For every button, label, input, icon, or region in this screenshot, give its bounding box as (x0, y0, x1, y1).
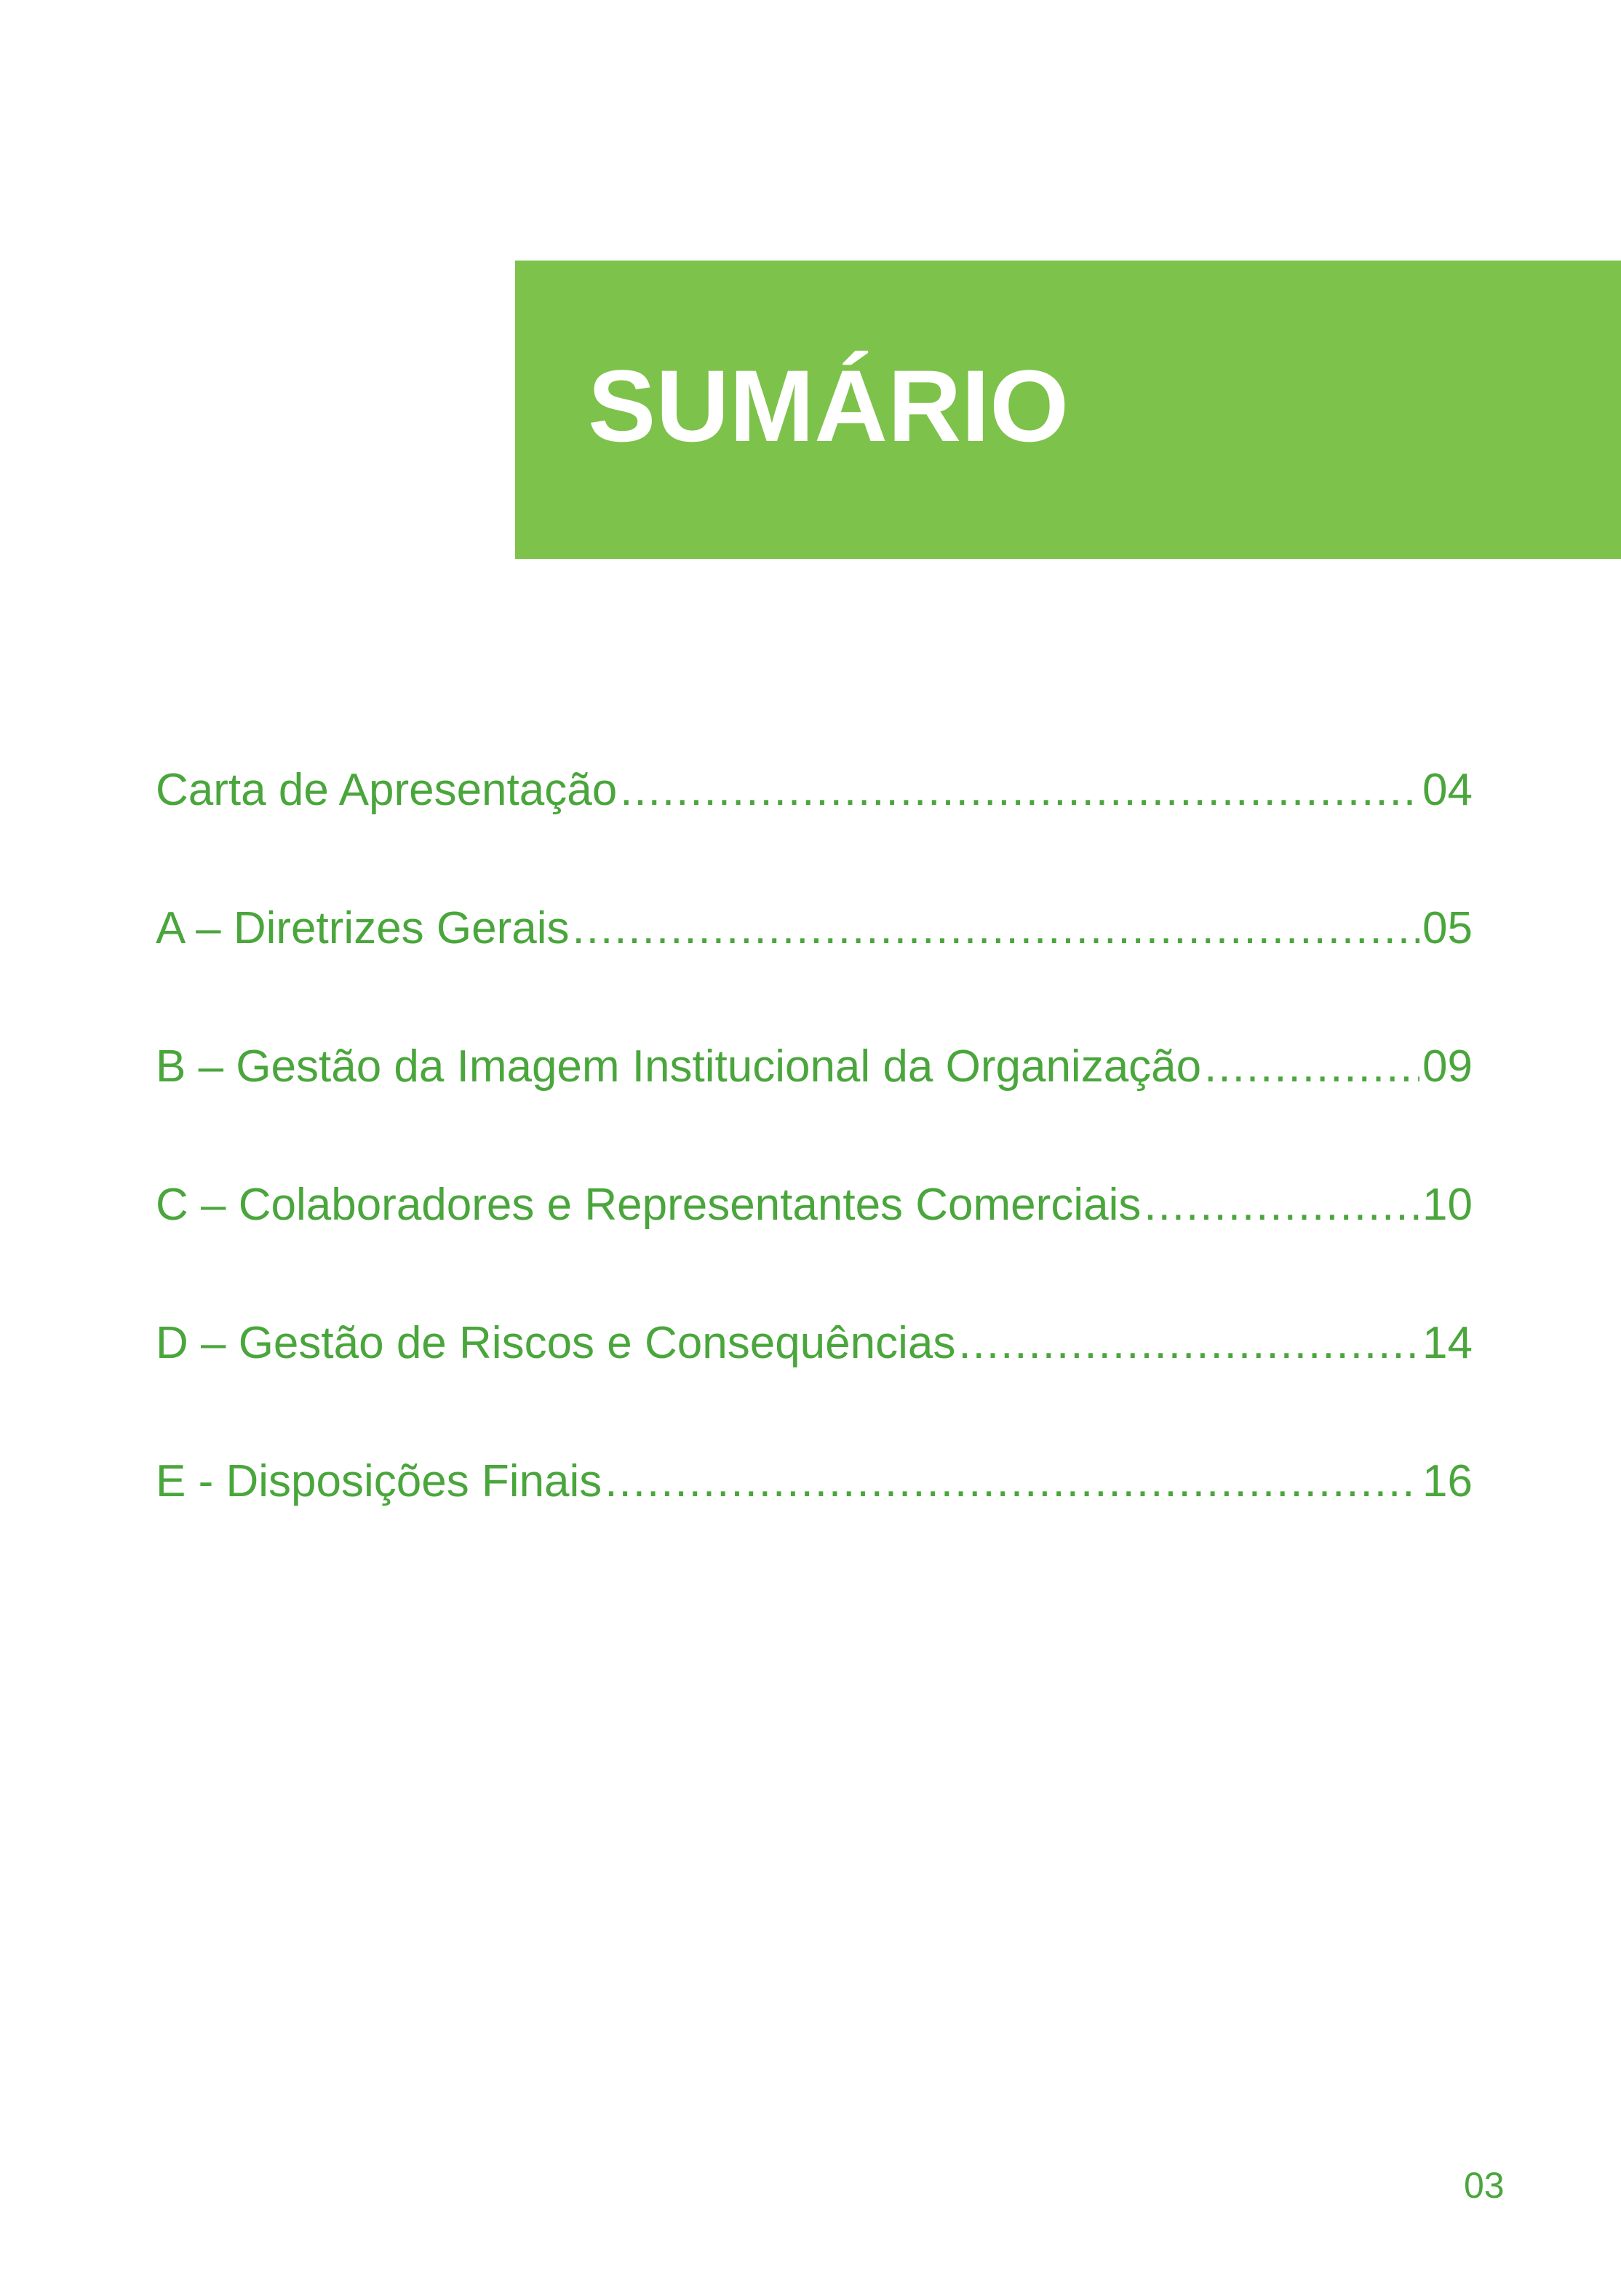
toc-entry-diretrizes-gerais[interactable] (156, 903, 1473, 1044)
dot-leader (605, 1459, 1419, 1504)
toc-entry-label: B – Gestão da Imagem Institucional da Organização (156, 1041, 1202, 1092)
toc-entry-page: 14 (1422, 1318, 1473, 1368)
page-title: SUMÁRIO (588, 349, 1070, 463)
toc-entry-label: D – Gestão de Riscos e Consequências (156, 1318, 956, 1368)
toc-entry-label: A – Diretrizes Gerais (156, 903, 570, 953)
dot-leader (620, 768, 1419, 813)
toc-entry-gestao-imagem-institucional[interactable] (156, 1041, 1473, 1183)
toc-entry-page: 04 (1422, 765, 1473, 815)
dot-leader (958, 1321, 1419, 1366)
toc-entry-disposicoes-finais[interactable] (156, 1456, 1473, 1597)
toc-entry-page: 05 (1422, 903, 1473, 953)
toc-entry-label: E - Disposições Finais (156, 1456, 602, 1506)
toc-entry-label: C – Colaboradores e Representantes Comerciais (156, 1180, 1142, 1230)
page-number: 03 (1464, 2165, 1505, 2206)
toc-entry-page: 16 (1422, 1456, 1473, 1506)
toc-entry-page: 09 (1422, 1041, 1473, 1092)
toc-entry-page: 10 (1422, 1180, 1473, 1230)
title-banner (515, 261, 1621, 559)
dot-leader (573, 906, 1420, 951)
toc-entry-gestao-riscos[interactable] (156, 1318, 1473, 1459)
dot-leader (1144, 1183, 1419, 1228)
toc-entry-colaboradores-representantes[interactable] (156, 1180, 1473, 1321)
toc-entry-label: Carta de Apresentação (156, 765, 618, 815)
table-of-contents (156, 765, 1473, 1597)
dot-leader (1204, 1044, 1419, 1089)
toc-entry-carta-de-apresentacao[interactable] (156, 765, 1473, 906)
